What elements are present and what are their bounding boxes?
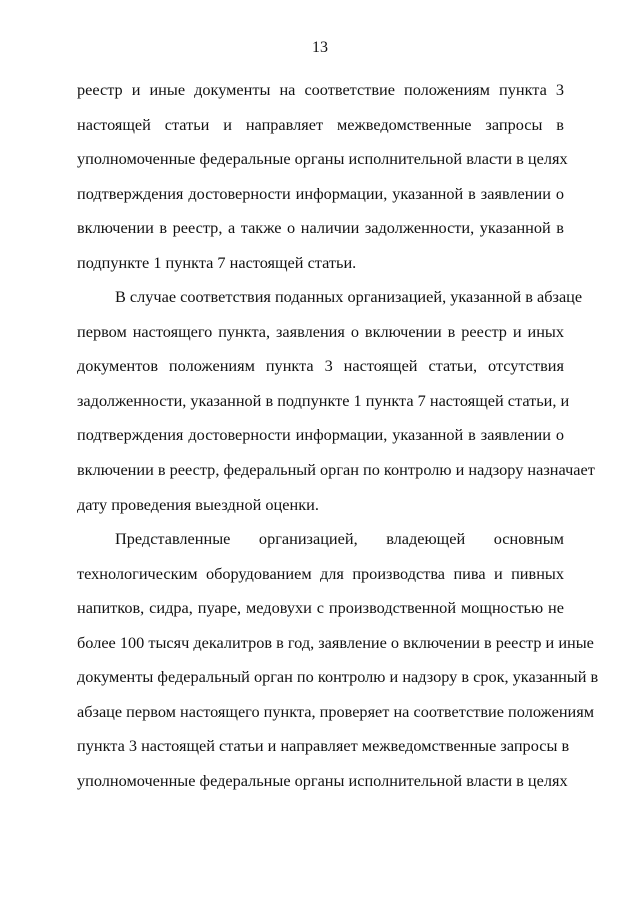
text-line: В случае соответствия поданных организацией, указанной в абзаце — [115, 287, 583, 307]
text-line: абзаце первом настоящего пункта, проверяет на соответствие положениям — [77, 701, 595, 721]
text-line: технологическим оборудованием для производства пива и пивных — [77, 563, 564, 583]
text-line: реестр и иные документы на соответствие положениям пункта 3 — [77, 80, 564, 99]
text-line: подпункте 1 пункта 7 настоящей статьи. — [77, 252, 357, 272]
text-line: первом настоящего пункта, заявления о включении в реестр и иных — [77, 321, 564, 341]
text-line: уполномоченные федеральные органы исполнительной власти в целях — [77, 770, 568, 790]
text-line: пункта 3 настоящей статьи и направляет межведомственные запросы в — [77, 736, 570, 756]
page-number: 13 — [312, 39, 328, 56]
document-body — [77, 73, 599, 798]
text-line: напитков, сидра, пуаре, медовухи с производственной мощностью не — [77, 598, 564, 618]
text-line: подтверждения достоверности информации, указанной в заявлении о — [77, 425, 564, 445]
text-line: документов положениям пункта 3 настоящей статьи, отсутствия — [77, 356, 564, 376]
text-line: включении в реестр, а также о наличии задолженности, указанной в — [77, 218, 564, 238]
text-line: настоящей статьи и направляет межведомственные запросы в — [77, 114, 564, 134]
text-line: документы федеральный орган по контролю и надзору в срок, указанный в — [77, 667, 599, 687]
paragraph-3 — [77, 522, 599, 798]
text-line: дату проведения выездной оценки. — [77, 494, 319, 514]
text-line: более 100 тысяч декалитров в год, заявление о включении в реестр и иные — [77, 632, 594, 652]
text-line: уполномоченные федеральные органы исполнительной власти в целях — [77, 149, 568, 169]
paragraph-1 — [77, 73, 568, 280]
paragraph-2 — [77, 280, 595, 522]
text-line: включении в реестр, федеральный орган по контролю и надзору назначает — [77, 460, 595, 480]
text-line: Представленные организацией, владеющей основным — [115, 529, 564, 549]
text-line: задолженности, указанной в подпункте 1 пункта 7 настоящей статьи, и — [77, 390, 570, 410]
text-line: подтверждения достоверности информации, указанной в заявлении о — [77, 183, 564, 203]
